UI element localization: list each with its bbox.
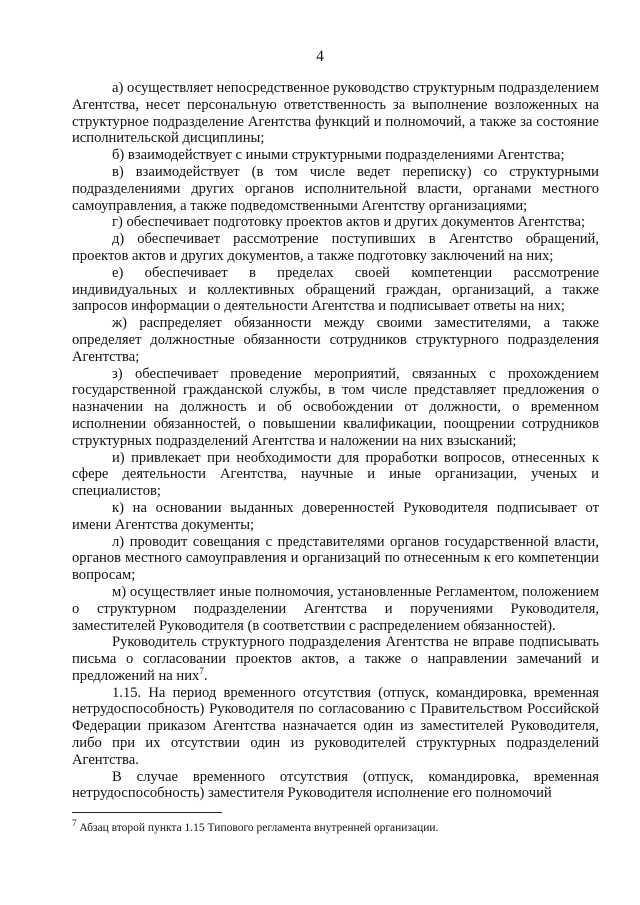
paragraph-l: л) проводит совещания с представителями органов государственной власти, органов местного самоуправления и организаций по отнесенным к его компетенции вопросам; — [72, 533, 599, 584]
paragraph-zh: ж) распределяет обязанности между своими заместителями, а также определяет должностные обязанности сотрудников структурного подразделения Агентства; — [72, 315, 599, 365]
paragraph-z: з) обеспечивает проведение мероприятий, связанных с прохождением государственной гражданской службы, в том числе представляет предложения о назначении на должность и об освобождении от должности, о временном исполнении обязанностей, о повышении квалификации, поощрении сотрудников структурных подразделений Агентства и наложении на них взысканий; — [72, 365, 599, 449]
paragraph-signing-restriction: Руководитель структурного подразделения Агентства не вправе подписывать письма о согласовании проектов актов, а также о направлении замечаний и предложений на них$^7$. — [72, 634, 599, 684]
page-number: 4 — [316, 48, 324, 65]
footnote-divider — [72, 812, 222, 813]
paragraph-1-15: 1.15. На период временного отсутствия (отпуск, командировка, временная нетрудоспособность) Руководителя по согласованию с Правительством Российской Федерации приказом Агентства назначается один из заместителей Руководителя, либо при их отсутствии один из руководителей структурных подразделений Агентства. — [72, 684, 599, 768]
footnote-number: 7 — [72, 818, 77, 829]
paragraph-v: в) взаимодействует (в том числе ведет переписку) со структурными подразделениями других органов исполнительной власти, органами местного самоуправления, а также подведомственными Агентству организациями; — [72, 163, 599, 214]
paragraph-m: м) осуществляет иные полномочия, установленные Регламентом, положением о структурном подразделении Агентства и поручениями Руководителя, заместителей Руководителя (в соответствии с распределением обязанностей). — [72, 583, 599, 634]
paragraph-a: а) осуществляет непосредственное руководство структурным подразделением Агентства, несет персональную ответственность за выполнение возложенных на структурное подразделение Агентства функций и полномочий, а также за состояние исполнительской дисциплины; — [72, 80, 599, 147]
paragraph-d: д) обеспечивает рассмотрение поступивших в Агентство обращений, проектов актов и других документов, а также подготовку заключений на них; — [72, 231, 599, 264]
signing-text: Руководитель структурного подразделения Агентства не вправе подписывать письма о согласовании проектов актов, а также о направлении замечаний и предложений на них — [72, 634, 599, 684]
paragraph-b: б) взаимодействует с иными структурными подразделениями Агентства; — [112, 147, 565, 164]
paragraph-deputy-absence: В случае временного отсутствия (отпуск, командировка, временная нетрудоспособность) заместителя Руководителя исполнение его полномочий — [72, 768, 599, 802]
body-text — [72, 80, 599, 802]
paragraph-g: г) обеспечивает подготовку проектов актов и других документов Агентства; — [112, 214, 586, 231]
paragraph-k: к) на основании выданных доверенностей Руководителя подписывает от имени Агентства документы; — [72, 499, 599, 533]
footnote-text: Абзац второй пункта 1.15 Типового регламента внутренней организации. — [76, 822, 439, 834]
footnote — [72, 818, 599, 835]
paragraph-i: и) привлекает при необходимости для проработки вопросов, отнесенных к сфере деятельности Агентства, научные и иные организации, ученых и специалистов; — [72, 449, 599, 500]
footnote-reference: 7 — [199, 666, 204, 677]
paragraph-e: е) обеспечивает в пределах своей компетенции рассмотрение индивидуальных и коллективных обращений граждан, организаций, а также запросов информации о деятельности Агентства и подписывает ответы на них; — [72, 264, 599, 315]
